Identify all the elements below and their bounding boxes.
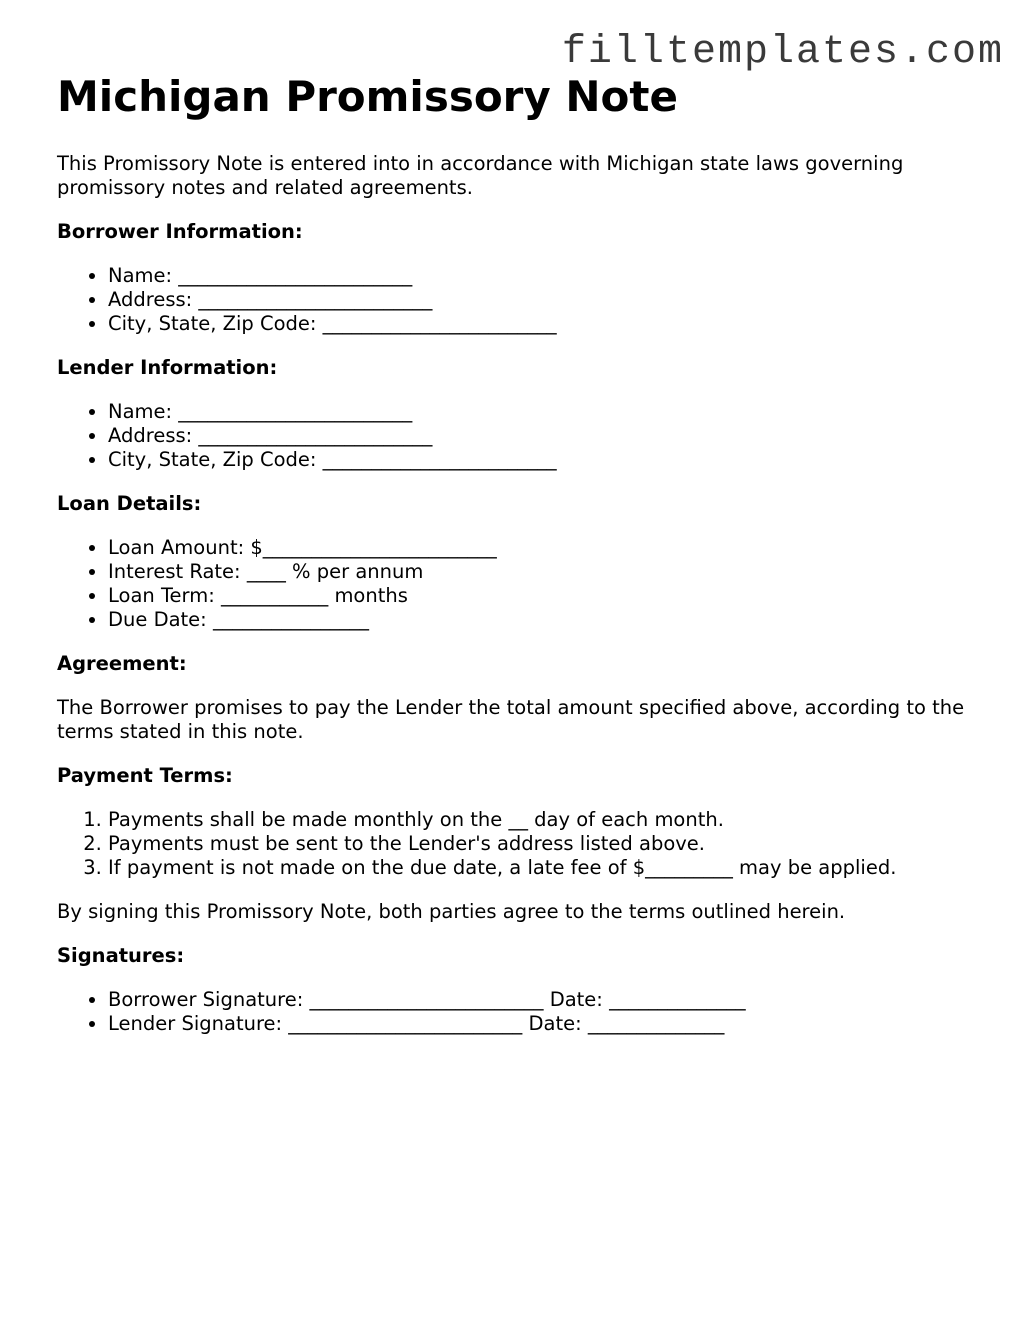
payment-term-item: 1. Payments shall be made monthly on the __ day of each month. [108,808,987,832]
borrower-list [57,264,987,336]
borrower-signature-line: • Borrower Signature: ________________________ Date: ______________ [108,988,987,1012]
payment-list [57,808,987,880]
lender-heading: Lender Information: [57,356,278,379]
payment-term-item: 2. Payments must be sent to the Lender's address listed above. [108,832,987,856]
intro-paragraph: This Promissory Note is entered into in accordance with Michigan state laws governing promissory notes and related agreements. [57,152,904,199]
payment-heading: Payment Terms: [57,764,233,787]
agreement-heading: Agreement: [57,652,187,675]
interest-rate-field: • Interest Rate: ____ % per annum [108,560,987,584]
signatures-list [57,988,987,1036]
borrower-heading: Borrower Information: [57,220,303,243]
document-title: Michigan Promissory Note [57,72,678,121]
payment-term-item: 3. If payment is not made on the due date, a late fee of $_________ may be applied. [108,856,987,880]
closing-paragraph: By signing this Promissory Note, both parties agree to the terms outlined herein. [57,900,846,923]
signatures-heading: Signatures: [57,944,185,967]
borrower-name-field: • Name: ________________________ [108,264,987,288]
lender-list [57,400,987,472]
lender-signature-line: • Lender Signature: ________________________ Date: ______________ [108,1012,987,1036]
loan-list [57,536,987,632]
due-date-field: • Due Date: ________________ [108,608,987,632]
lender-name-field: • Name: ________________________ [108,400,987,424]
agreement-paragraph: The Borrower promises to pay the Lender the total amount specified above, according to the terms stated in this note. [57,696,965,743]
document-page [57,70,987,1056]
lender-address-field: • Address: ________________________ [108,424,987,448]
borrower-city-field: • City, State, Zip Code: ________________________ [108,312,987,336]
loan-amount-field: • Loan Amount: $________________________ [108,536,987,560]
site-watermark: filltemplates.com [561,30,1004,75]
lender-city-field: • City, State, Zip Code: ________________________ [108,448,987,472]
borrower-address-field: • Address: ________________________ [108,288,987,312]
loan-term-field: • Loan Term: ___________ months [108,584,987,608]
loan-heading: Loan Details: [57,492,202,515]
